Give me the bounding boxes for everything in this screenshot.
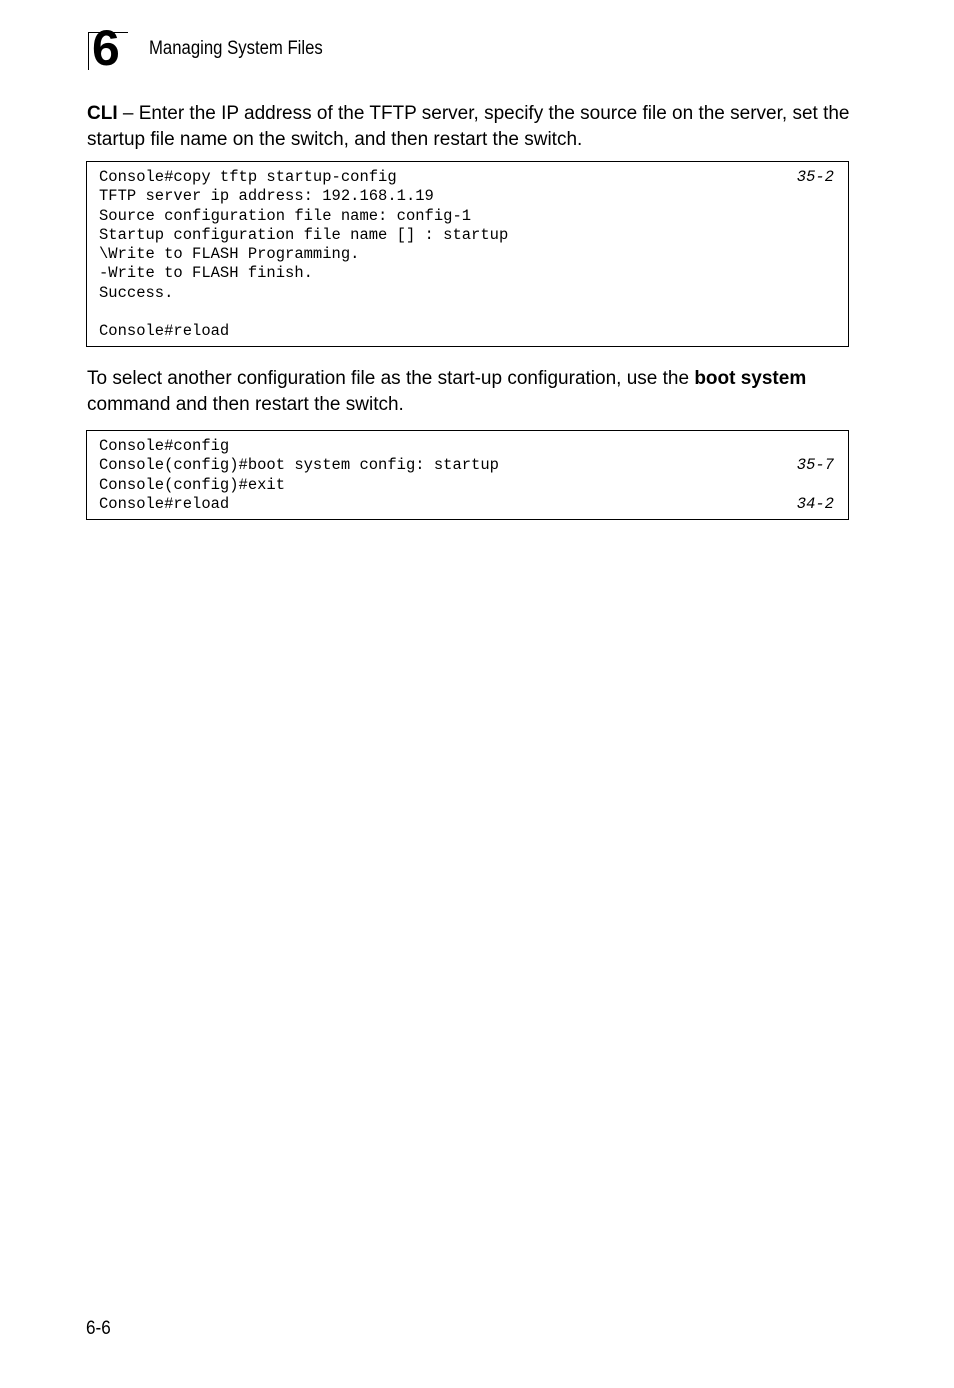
chapter-title: Managing System Files	[149, 38, 323, 59]
code-line	[87, 495, 848, 514]
code-text: TFTP server ip address: 192.168.1.19	[99, 187, 434, 206]
code-text: Console#reload	[99, 494, 230, 513]
command-reference: 35-2	[796, 168, 834, 186]
page-number: 6-6	[86, 1318, 111, 1339]
code-text: Console(config)#exit	[99, 475, 286, 494]
chapter-badge	[88, 20, 128, 76]
code-line	[87, 437, 848, 456]
code-line	[87, 456, 848, 475]
boot-system-text-after: command and then restart the switch.	[87, 394, 404, 415]
code-text: -Write to FLASH finish.	[99, 264, 313, 283]
cli-instructions-paragraph	[87, 101, 857, 153]
command-reference: 34-2	[796, 494, 834, 513]
code-block-copy-tftp	[86, 161, 849, 347]
code-line	[87, 245, 848, 264]
code-text: Console#reload	[99, 322, 230, 341]
code-text: \Write to FLASH Programming.	[99, 245, 360, 264]
code-text: Startup configuration file name [] : startup	[99, 225, 509, 244]
code-line	[87, 284, 848, 303]
code-line	[87, 264, 848, 283]
code-line	[87, 226, 848, 245]
command-reference: 35-7	[796, 456, 834, 475]
boot-system-text-before: To select another configuration file as the start-up configuration, use the	[87, 368, 695, 389]
code-line	[87, 168, 848, 187]
code-text: Success.	[99, 283, 174, 302]
code-line	[87, 322, 848, 341]
cli-instructions-text: – Enter the IP address of the TFTP server, specify the source file on the server, set the startup file name on the switch, and then restart the switch.	[87, 103, 850, 150]
boot-system-command: boot system	[694, 368, 807, 389]
code-block-boot-system	[86, 430, 849, 520]
code-text: Source configuration file name: config-1	[99, 206, 472, 225]
boot-system-paragraph	[87, 366, 857, 418]
code-text: Console#copy tftp startup-config	[99, 168, 397, 186]
code-line	[87, 303, 848, 322]
code-text: Console#config	[99, 437, 230, 455]
code-line	[87, 187, 848, 206]
code-text: Console(config)#boot system config: startup	[99, 456, 499, 475]
code-line	[87, 207, 848, 226]
code-line	[87, 476, 848, 495]
chapter-number: 6	[92, 20, 120, 76]
cli-label: CLI	[87, 103, 118, 124]
